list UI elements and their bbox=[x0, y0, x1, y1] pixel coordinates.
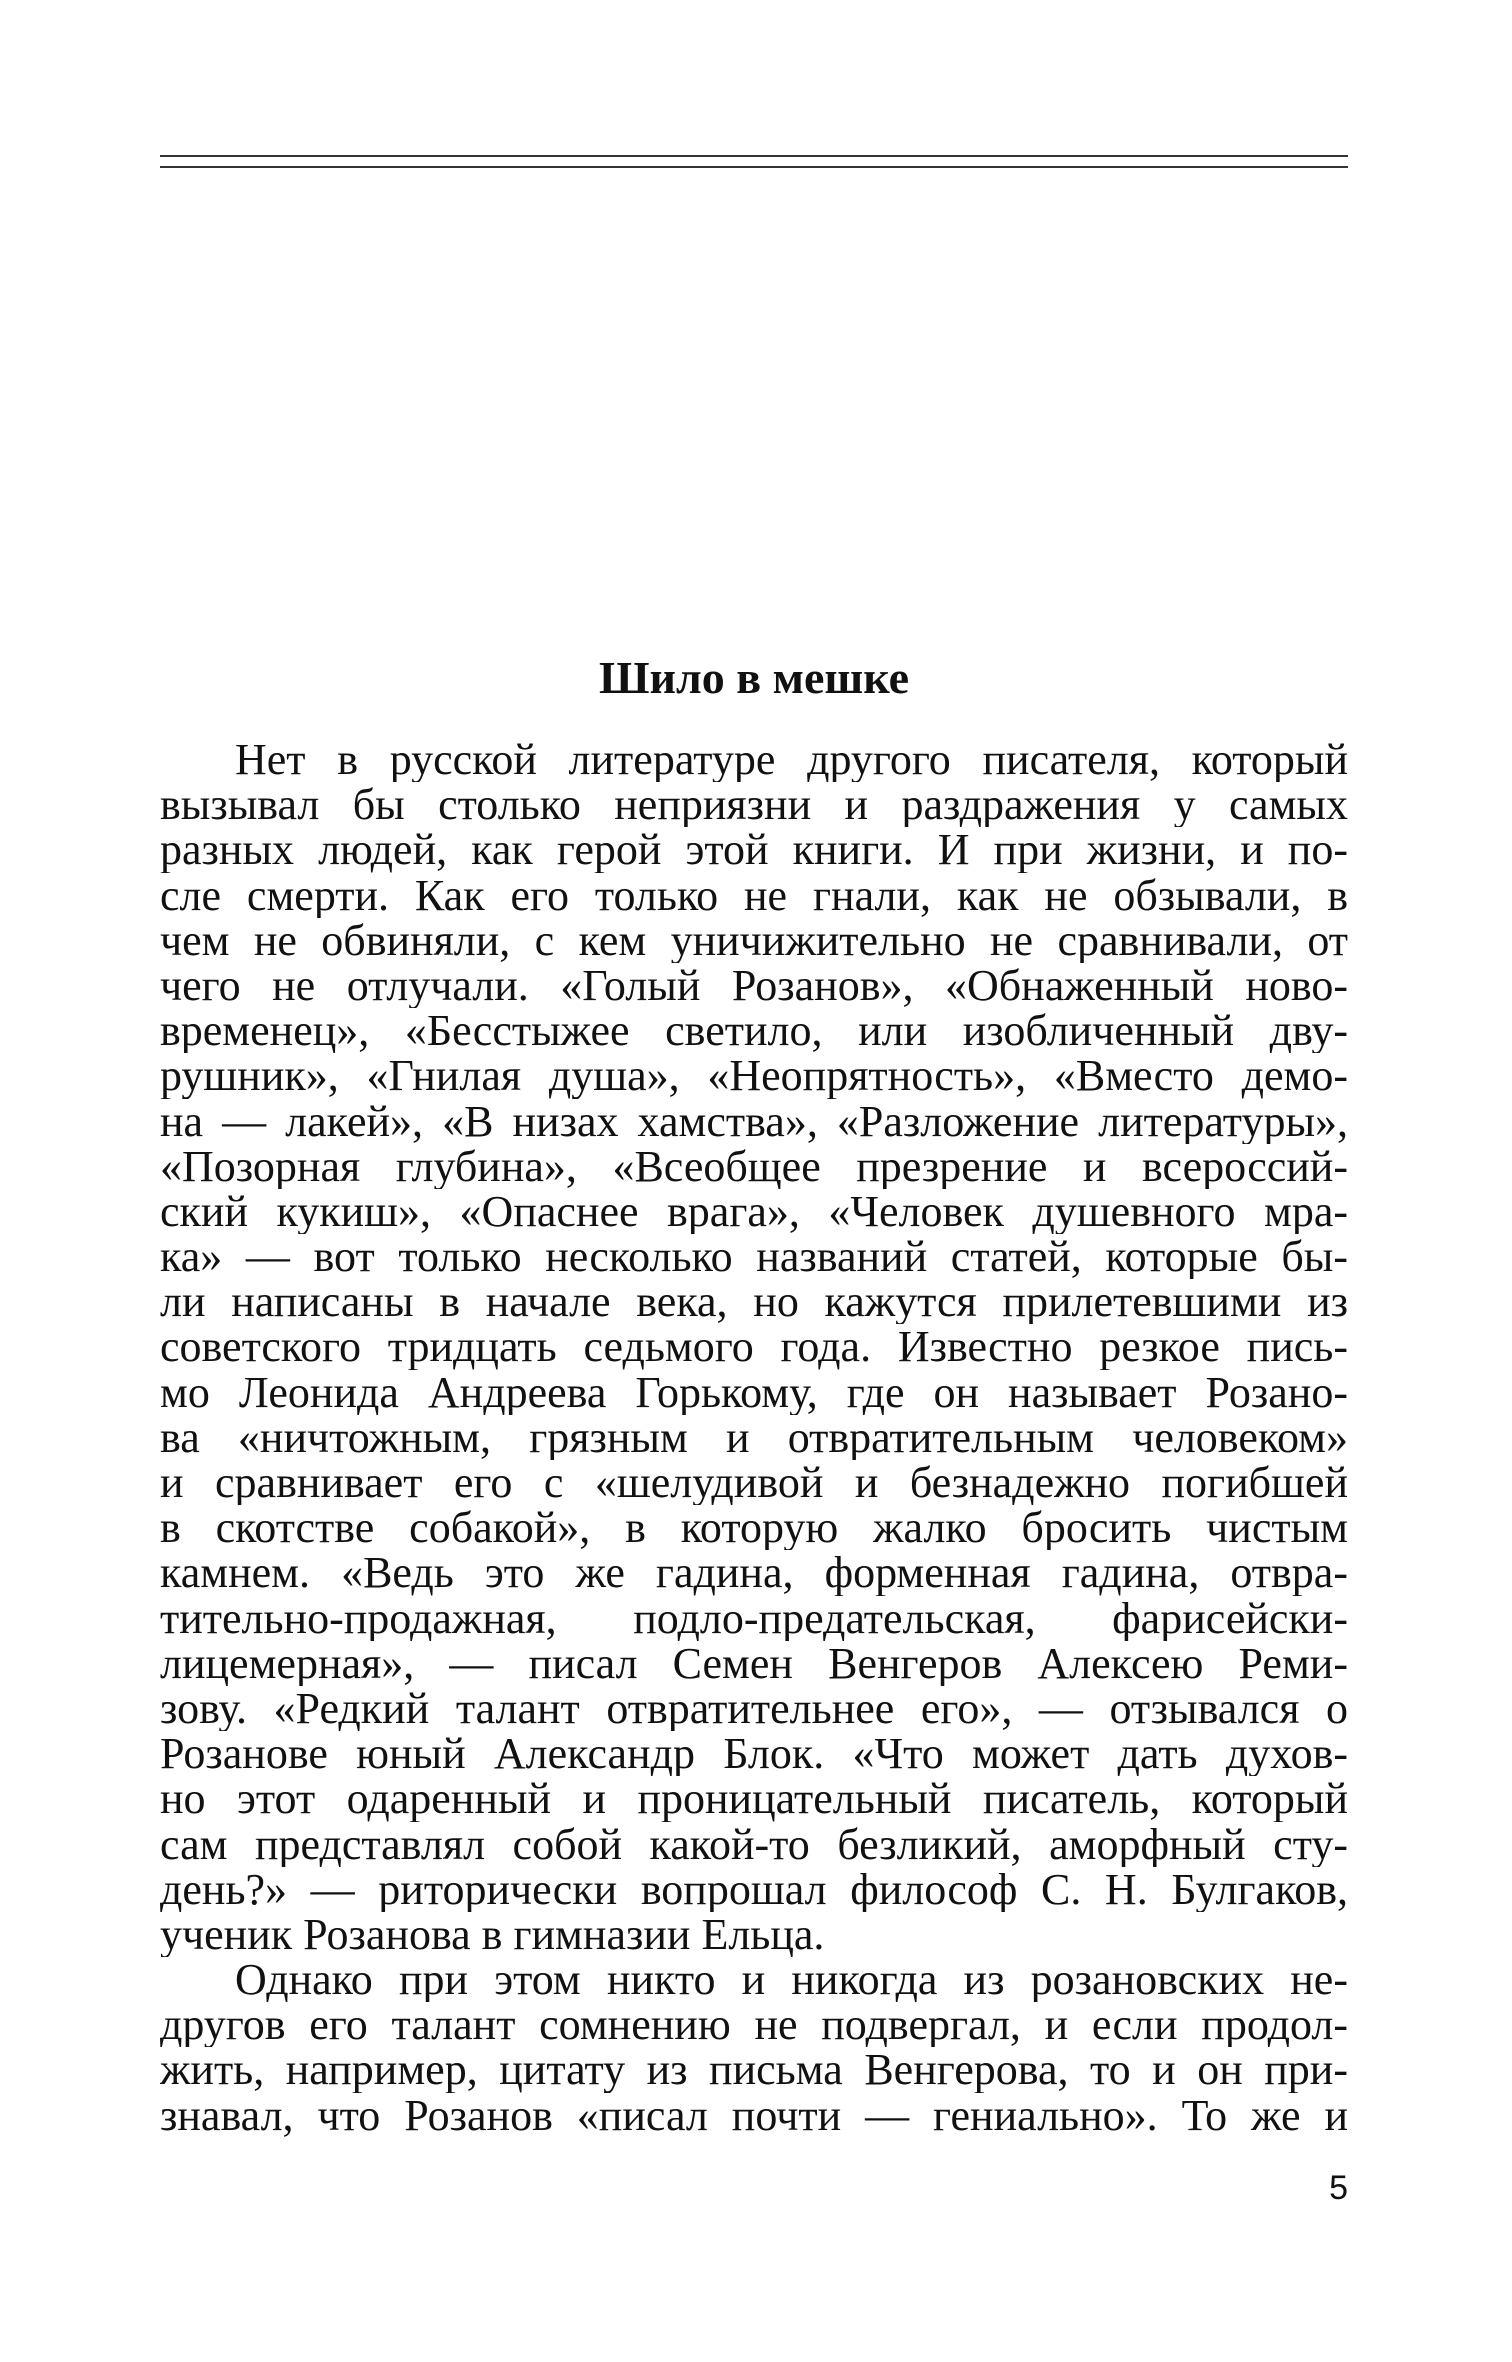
text-line: другов его талант сомнению не подвергал, и если продол- bbox=[160, 2002, 1348, 2048]
text-line: ученик Розанова в гимназии Ельца. bbox=[160, 1911, 825, 1958]
page-number: 5 bbox=[1329, 2169, 1348, 2207]
text-line: ва «ничтожным, грязным и отвратительным человеком» bbox=[160, 1414, 1348, 1460]
text-line: знавал, что Розанов «писал почти — гениально». То же и bbox=[160, 2092, 1348, 2138]
text-line: временец», «Бесстыжее светило, или изобличенный дву- bbox=[160, 1008, 1348, 1054]
text-line: тительно-продажная, подло-предательская, фарисейски- bbox=[160, 1595, 1348, 1641]
chapter-title: Шило в мешке bbox=[598, 652, 910, 703]
text-line: «Позорная глубина», «Всеобщее презрение и всероссий- bbox=[160, 1143, 1348, 1189]
paragraph bbox=[160, 1957, 1348, 2138]
text-line: чем не обвиняли, с кем уничижительно не сравнивали, от bbox=[160, 917, 1348, 963]
text-line: лицемерная», — писал Семен Венгеров Алексею Реми- bbox=[160, 1640, 1348, 1686]
text-line: на — лакей», «В низах хамства», «Разложение литературы», bbox=[160, 1098, 1348, 1144]
text-line: чего не отлучали. «Голый Розанов», «Обнаженный ново- bbox=[160, 962, 1348, 1009]
header-rule-top bbox=[160, 155, 1348, 157]
text-line: и сравнивает его с «шелудивой и безнадежно погибшей bbox=[160, 1460, 1348, 1506]
paragraph bbox=[160, 737, 1348, 1957]
body-text bbox=[160, 737, 1348, 2138]
text-line: Нет в русской литературе другого писателя, который bbox=[235, 737, 1348, 783]
text-line: день?» — риторически вопрошал философ С. Н. Булгаков, bbox=[160, 1866, 1348, 1912]
text-line: жить, например, цитату из письма Венгерова, то и он при- bbox=[160, 2047, 1348, 2093]
text-line: ка» — вот только несколько названий статей, которые бы- bbox=[160, 1234, 1348, 1280]
text-line: разных людей, как герой этой книги. И при жизни, и по- bbox=[160, 827, 1348, 873]
text-line: но этот одаренный и проницательный писатель, который bbox=[160, 1776, 1348, 1822]
text-line: сле смерти. Как его только не гнали, как не обзывали, в bbox=[160, 872, 1348, 918]
text-line: советского тридцать седьмого года. Известно резкое пись- bbox=[160, 1324, 1348, 1370]
text-line: Розанове юный Александр Блок. «Что может дать духов- bbox=[160, 1731, 1348, 1777]
text-line: ли написаны в начале века, но кажутся прилетевшими из bbox=[160, 1279, 1348, 1325]
text-line: вызывал бы столько неприязни и раздражения у самых bbox=[160, 782, 1348, 828]
header-rule-bottom bbox=[160, 166, 1348, 168]
text-line: мо Леонида Андреева Горькому, где он называет Розано- bbox=[160, 1369, 1348, 1415]
text-line: рушник», «Гнилая душа», «Неопрятность», «Вместо демо- bbox=[160, 1053, 1348, 1099]
text-line: в скотстве собакой», в которую жалко бросить чистым bbox=[160, 1505, 1348, 1551]
text-line: зову. «Редкий талант отвратительнее его», — отзывался о bbox=[160, 1685, 1348, 1732]
text-line: ский кукиш», «Опаснее врага», «Человек душевного мра- bbox=[160, 1188, 1348, 1235]
text-line: камнем. «Ведь это же гадина, форменная гадина, отвра- bbox=[160, 1550, 1348, 1596]
text-line: Однако при этом никто и никогда из розановских не- bbox=[235, 1957, 1348, 2003]
text-line: сам представлял собой какой-то безликий, аморфный сту- bbox=[160, 1821, 1348, 1867]
